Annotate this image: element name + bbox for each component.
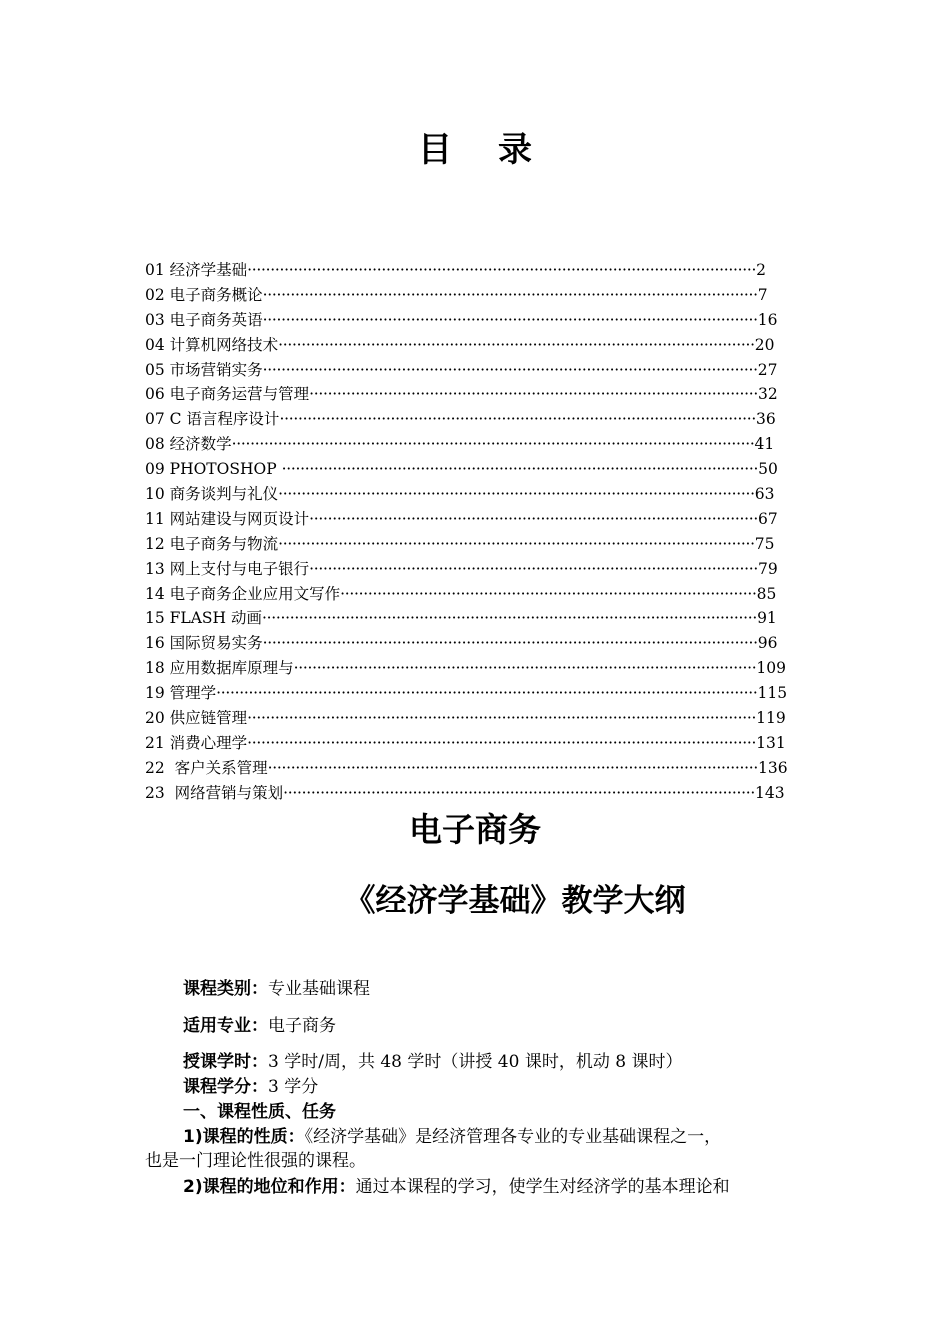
toc-leader-dots: ·········································································································· [267, 758, 759, 777]
toc-leader-dots: ···································································································· [293, 659, 757, 678]
course-nature-text-cont: 也是一门理论性很强的课程。 [145, 1151, 366, 1171]
toc-entry-page: 36 [756, 410, 776, 429]
course-role-label: 2)课程的地位和作用： [183, 1177, 356, 1197]
toc-leader-dots: ·························································································· [340, 584, 757, 603]
toc-entry-page: 20 [754, 335, 775, 354]
toc-entry-page: 67 [757, 509, 778, 528]
toc-entry [145, 582, 800, 607]
toc-entry-page: 2 [756, 261, 767, 279]
toc-entry [145, 606, 800, 631]
toc-entry [145, 681, 800, 706]
toc-entry-page: 75 [754, 534, 775, 553]
toc-entry-label: 15 FLASH 动画 [145, 609, 262, 628]
toc-entry-page: 27 [757, 360, 778, 379]
toc-entry-page: 119 [756, 709, 786, 728]
toc-entry [145, 532, 800, 557]
toc-leader-dots: ······································································································ [283, 783, 756, 802]
toc-leader-dots: ································································································· [309, 385, 758, 404]
toc-leader-dots: ······································································································· [278, 335, 755, 354]
course-category-label: 课程类别： [183, 979, 268, 999]
toc-entry [145, 283, 800, 308]
toc-entry-label: 20 供应链管理 [145, 709, 248, 728]
toc-entry [145, 457, 800, 482]
toc-entry-page: 41 [754, 435, 775, 454]
toc-entry-label: 04 计算机网络技术 [145, 335, 279, 354]
toc-leader-dots: ··········································································································· [262, 634, 758, 653]
syllabus-title: 《经济学基础》教学大纲 [344, 883, 686, 919]
applicable-major-label: 适用专业： [183, 1016, 268, 1036]
toc-entry [145, 358, 800, 383]
toc-entry-label: 19 管理学 [145, 684, 217, 703]
toc-entry [145, 656, 800, 681]
toc-entry-page: 96 [757, 634, 778, 653]
toc-entry-page: 16 [757, 310, 778, 329]
toc-leader-dots: ·············································································································· [247, 733, 757, 752]
toc-entry-label: 06 电子商务运营与管理 [145, 385, 310, 404]
toc-entry-label: 13 网上支付与电子银行 [145, 559, 310, 578]
toc-leader-dots: ····················································································································· [216, 684, 758, 703]
toc-entry-label: 03 电子商务英语 [145, 310, 263, 329]
toc-entry-page: 91 [757, 609, 777, 628]
toc-entry-page: 7 [757, 285, 768, 304]
toc-entry-page: 136 [758, 758, 788, 777]
toc-entry-label: 05 市场营销实务 [145, 360, 263, 379]
toc-leader-dots: ··········································································································· [262, 285, 758, 304]
toc-entry-label: 09 PHOTOSHOP [145, 460, 282, 479]
toc-entry-page: 131 [756, 733, 786, 752]
toc-entry-page: 32 [757, 385, 778, 404]
applicable-major-line [183, 1014, 336, 1038]
toc-entry [145, 333, 800, 358]
toc-entry [145, 432, 800, 457]
section-1-title: 一、课程性质、任务 [183, 1102, 336, 1122]
toc-entry [145, 731, 800, 756]
course-role-text: 通过本课程的学习，使学生对经济学的基本理论和 [355, 1177, 730, 1197]
section-heading: 电子商务 [409, 810, 541, 849]
toc-entry-label: 01 经济学基础 [145, 261, 248, 279]
paragraph-course-role [145, 1175, 805, 1199]
teaching-hours-value: 3 学时/周，共 48 学时（讲授 40 课时，机动 8 课时） [268, 1052, 683, 1072]
toc-leader-dots: ··········································································································· [262, 360, 758, 379]
toc-entry-page: 79 [757, 559, 778, 578]
toc-entry [145, 557, 800, 582]
course-credits-label: 课程学分： [183, 1077, 268, 1097]
course-credits-line [183, 1075, 318, 1099]
course-category-value: 专业基础课程 [268, 979, 370, 999]
toc-entry-label: 11 网站建设与网页设计 [145, 509, 310, 528]
toc-leader-dots: ······································································································· [278, 534, 755, 553]
toc-entry-label: 23 网络营销与策划 [145, 783, 284, 802]
toc-entry [145, 756, 800, 781]
section-heading-1 [183, 1100, 336, 1124]
toc-entry-page: 85 [756, 584, 777, 603]
toc-entry-label: 16 国际贸易实务 [145, 634, 263, 653]
toc-leader-dots: ······································································································· [281, 460, 759, 479]
course-nature-label: 1)课程的性质： [183, 1127, 305, 1147]
toc-entry [145, 706, 800, 731]
toc-entry-page: 63 [754, 485, 775, 504]
toc-entry [145, 507, 800, 532]
toc-entry-label: 18 应用数据库原理与 [145, 659, 294, 678]
toc-entry-page: 50 [758, 460, 778, 479]
toc-title: 目录 [418, 130, 578, 170]
teaching-hours-label: 授课学时： [183, 1052, 268, 1072]
toc-leader-dots: ·············································································································· [247, 709, 757, 728]
toc-entry [145, 258, 800, 283]
toc-entry-label: 14 电子商务企业应用文写作 [145, 584, 341, 603]
toc-entry [145, 631, 800, 656]
toc-entry-page: 115 [757, 684, 788, 703]
toc-leader-dots: ··········································································································· [262, 310, 758, 329]
toc-list [145, 258, 800, 806]
toc-entry [145, 482, 800, 507]
toc-entry [145, 781, 800, 806]
applicable-major-value: 电子商务 [268, 1016, 336, 1036]
paragraph-course-nature [145, 1125, 805, 1173]
toc-leader-dots: ································································································· [309, 509, 758, 528]
toc-entry [145, 382, 800, 407]
toc-leader-dots: ·············································································································· [247, 261, 757, 279]
toc-entry-page: 143 [755, 783, 785, 802]
teaching-hours-line [183, 1050, 682, 1074]
toc-entry-label: 10 商务谈判与礼仪 [145, 485, 279, 504]
toc-leader-dots: ··········································································································· [261, 609, 758, 628]
course-credits-value: 3 学分 [268, 1077, 319, 1097]
toc-entry-label: 22 客户关系管理 [145, 758, 268, 777]
course-category-line [183, 977, 370, 1001]
toc-entry-label: 21 消费心理学 [145, 733, 248, 752]
toc-leader-dots: ······································································································· [278, 485, 755, 504]
toc-leader-dots: ······································································································· [279, 410, 757, 429]
toc-entry-page: 109 [756, 659, 786, 678]
toc-leader-dots: ································································································· [309, 559, 758, 578]
toc-entry-label: 12 电子商务与物流 [145, 534, 279, 553]
toc-entry [145, 407, 800, 432]
course-nature-text: 《经济学基础》是经济管理各专业的专业基础课程之一， [304, 1127, 722, 1147]
toc-entry-label: 02 电子商务概论 [145, 285, 263, 304]
toc-entry [145, 308, 800, 333]
toc-entry-label: 08 经济数学 [145, 435, 232, 454]
toc-leader-dots: ················································································································· [231, 435, 755, 454]
toc-entry-label: 07 C 语言程序设计 [145, 410, 280, 429]
